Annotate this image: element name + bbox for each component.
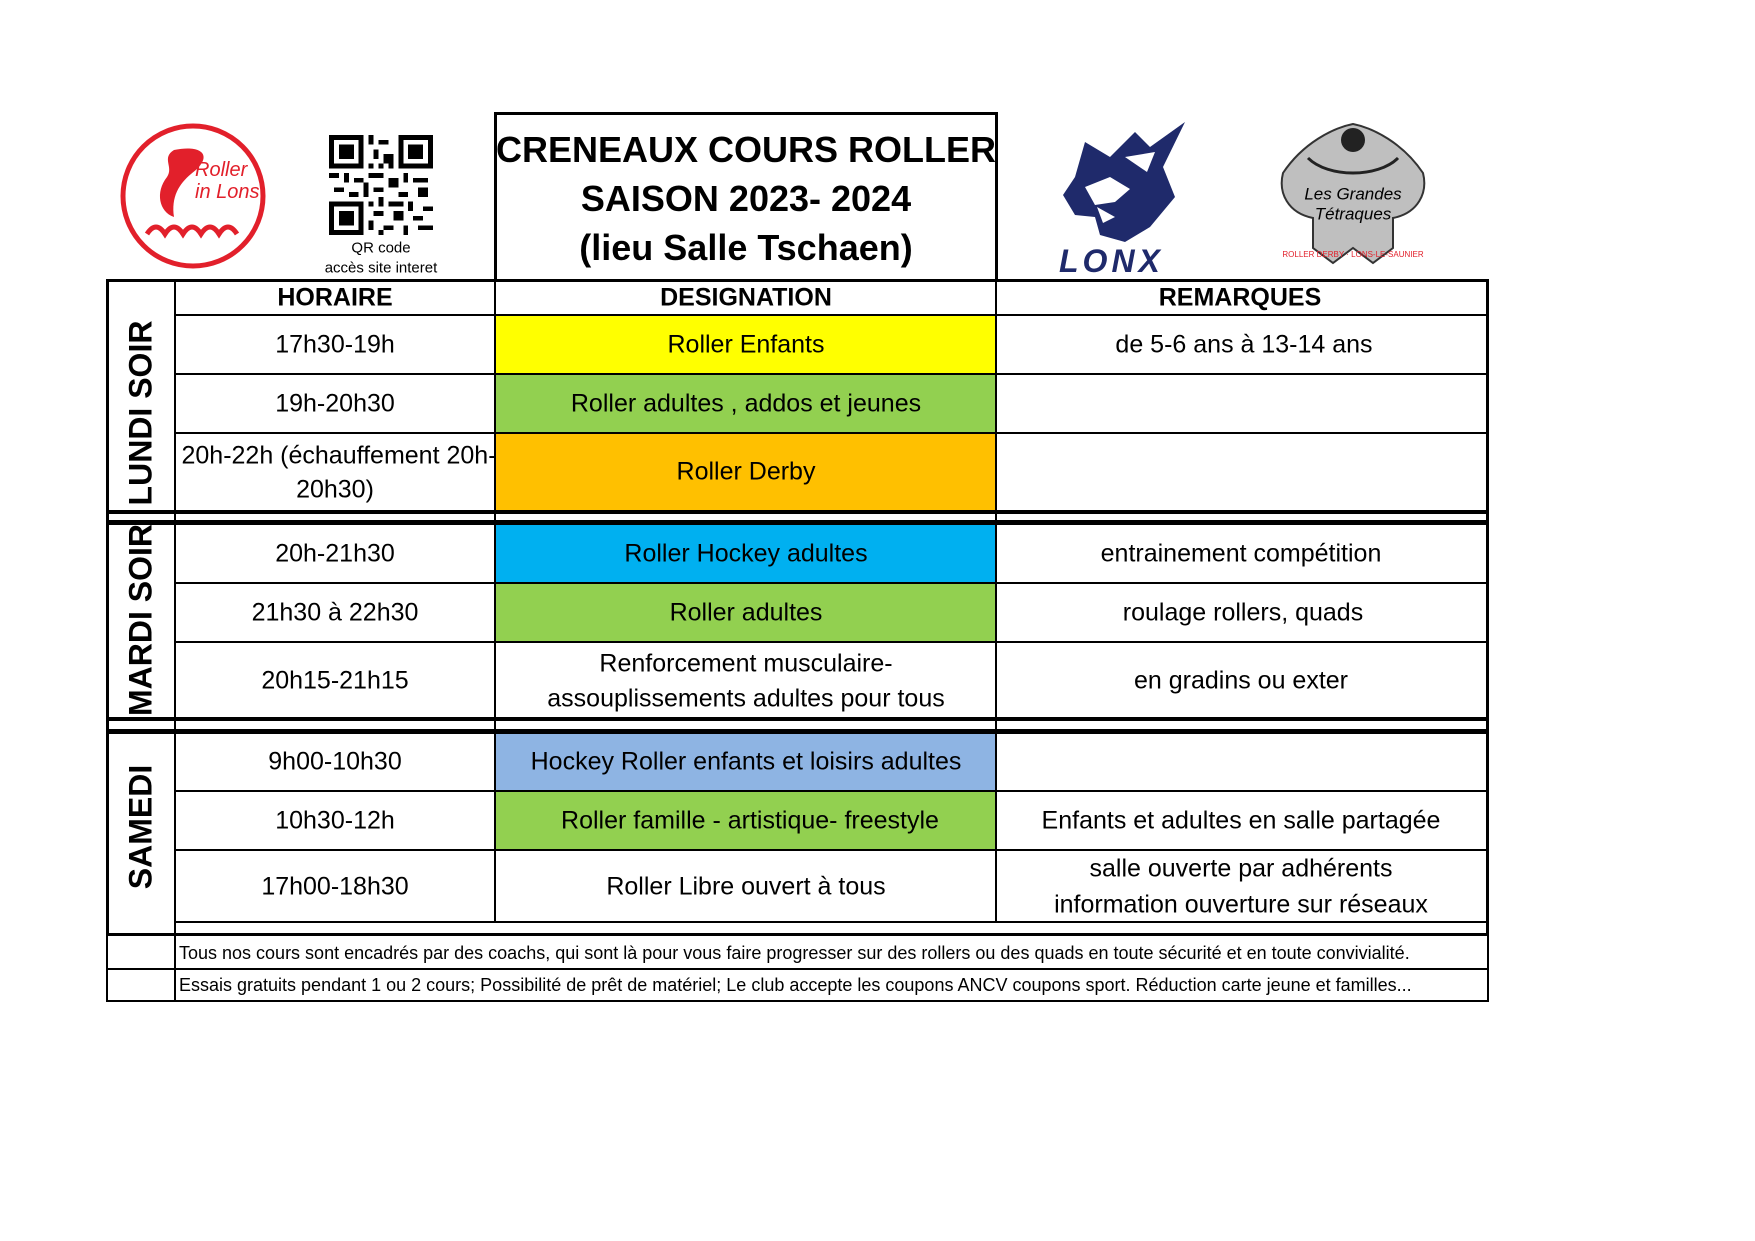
qr-code — [329, 135, 433, 235]
row-line-s3 — [174, 921, 1488, 923]
r4-horaire: 20h-21h30 — [275, 539, 395, 568]
r6-designation-line2: assouplissements adultes pour tous — [547, 684, 945, 713]
title-line-3: (lieu Salle Tschaen) — [579, 227, 913, 268]
tetraques-line2: Tétraques — [1314, 204, 1392, 224]
notes-row-line — [106, 968, 1489, 970]
tetraques-line1: Les Grandes — [1304, 184, 1402, 204]
day-label-lundi: LUNDI SOIR — [122, 320, 159, 506]
r7-designation: Hockey Roller enfants et loisirs adultes — [530, 747, 962, 776]
r3-horaire-line2: 20h30) — [296, 475, 374, 504]
r5-designation: Roller adultes — [669, 598, 823, 627]
r3-designation: Roller Derby — [676, 457, 816, 486]
table-border-left — [106, 279, 109, 936]
title-line-1: CRENEAUX COURS ROLLER — [495, 129, 997, 170]
r1-horaire: 17h30-19h — [275, 330, 395, 359]
r8-remarque: Enfants et adultes en salle partagée — [1041, 806, 1441, 835]
r9-horaire: 17h00-18h30 — [261, 872, 409, 901]
r8-designation: Roller famille - artistique- freestyle — [561, 806, 939, 835]
lonx-wordmark: LONX — [1059, 243, 1164, 279]
tetraques-tagline: ROLLER DERBY · LONS-LE-SAUNIER — [1282, 250, 1424, 259]
header-horaire: HORAIRE — [277, 283, 393, 312]
r9-remarque-line2: information ouverture sur réseaux — [1054, 890, 1428, 919]
note-line-1: Tous nos cours sont encadrés par des coachs, qui sont là pour vous faire progresser sur des rollers ou des quads en toute sécurité et en toute convivialité. — [179, 943, 1410, 963]
note-line-2: Essais gratuits pendant 1 ou 2 cours; Possibilité de prêt de matériel; Le club accepte les coupons ANCV coupons sport. Réduction carte jeune et familles... — [179, 975, 1412, 995]
notes-bottom — [106, 1000, 1489, 1002]
qr-caption-line1: QR code — [351, 239, 411, 257]
row-line-header — [174, 314, 1488, 316]
group-separator-1b — [106, 520, 1489, 525]
col-line-horaire — [494, 279, 496, 921]
r1-remarque: de 5-6 ans à 13-14 ans — [1115, 330, 1373, 359]
r9-remarque-line1: salle ouverte par adhérents — [1089, 854, 1393, 883]
group-separator-2b — [106, 729, 1489, 734]
row-line-m2 — [174, 641, 1488, 643]
r4-designation: Roller Hockey adultes — [624, 539, 868, 568]
row-line-s2 — [174, 849, 1488, 851]
r6-remarque: en gradins ou exter — [1133, 666, 1349, 695]
r7-horaire: 9h00-10h30 — [268, 747, 402, 776]
title-box-top — [494, 112, 998, 115]
table-border-top — [106, 279, 1489, 282]
roller-in-lons-logo — [119, 122, 267, 270]
r6-horaire: 20h15-21h15 — [261, 666, 409, 695]
row-line-l2 — [174, 432, 1488, 434]
row-line-l1 — [174, 373, 1488, 375]
row-line-s1 — [174, 790, 1488, 792]
lonx-lynx-logo — [1055, 117, 1197, 277]
header-designation: DESIGNATION — [660, 283, 832, 312]
header-remarques: REMARQUES — [1158, 283, 1322, 312]
col-line-designation — [995, 279, 997, 921]
title-line-2: SAISON 2023- 2024 — [580, 178, 912, 219]
logo-text-line2: in Lons — [195, 181, 260, 203]
col-line-day — [174, 279, 176, 934]
r5-remarque: roulage rollers, quads — [1122, 598, 1364, 627]
r1-designation: Roller Enfants — [667, 330, 825, 359]
day-label-mardi: MARDI SOIR — [122, 524, 159, 716]
row-line-m1 — [174, 582, 1488, 584]
table-border-bottom — [106, 933, 1489, 936]
r6-designation-line1: Renforcement musculaire- — [599, 649, 893, 678]
r8-horaire: 10h30-12h — [275, 806, 395, 835]
r2-designation: Roller adultes , addos et jeunes — [570, 389, 922, 418]
group-separator-1a — [106, 510, 1489, 514]
grandes-tetraques-logo — [1273, 118, 1433, 278]
r2-horaire: 19h-20h30 — [275, 389, 395, 418]
r9-designation: Roller Libre ouvert à tous — [606, 872, 886, 901]
r3-horaire-line1: 20h-22h (échauffement 20h- — [181, 441, 497, 470]
day-label-samedi: SAMEDI — [122, 764, 159, 890]
table-border-right — [1486, 279, 1489, 936]
group-separator-2a — [106, 717, 1489, 721]
r5-horaire: 21h30 à 22h30 — [251, 598, 419, 627]
r4-remarque: entrainement compétition — [1100, 539, 1382, 568]
qr-caption-line2: accès site interet — [324, 259, 438, 277]
logo-text-line1: Roller — [195, 159, 248, 181]
